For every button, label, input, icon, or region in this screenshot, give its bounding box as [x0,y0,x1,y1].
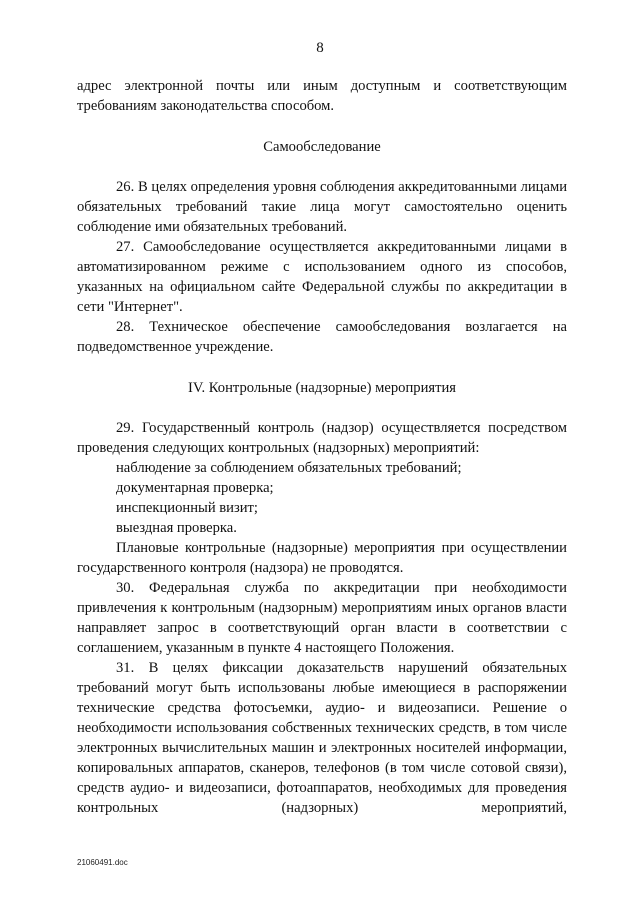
paragraph-27: 27. Самообследование осуществляется аккредитованными лицами в автоматизированном режиме с использованием одного из способов, указанных на официальном сайте Федеральной службы по аккредитации в сети "Интернет". [77,239,567,315]
paragraph-28: 28. Техническое обеспечение самообследования возлагается на подведомственное учреждение. [77,319,567,355]
paragraph-29: 29. Государственный контроль (надзор) осуществляется посредством проведения следующих контрольных (надзорных) мероприятий: [77,420,567,456]
list-item-field-check: выездная проверка. [116,520,237,536]
paragraph-continuation: адрес электронной почты или иным доступным и соответствующим требованиям законодательства способом. [77,78,567,114]
document-body [77,76,567,818]
paragraph-planned-measures: Плановые контрольные (надзорные) мероприятия при осуществлении государственного контроля (надзора) не проводятся. [77,540,567,576]
list-item-observation: наблюдение за соблюдением обязательных требований; [116,460,462,476]
paragraph-31: 31. В целях фиксации доказательств нарушений обязательных требований могут быть использованы любые имеющиеся в распоряжении технические средства фотосъемки, аудио- и видеозаписи. Решение о необходимости использования собственных технических средств, в том числе электронных вычислительных машин и электронных носителей информации, копировальных аппаратов, сканеров, телефонов (в том числе сотовой связи), средств аудио- и видеозаписи, фотоаппаратов, необходимых для проведения контрольных (надзорных) мероприятий, [77,660,567,816]
paragraph-30: 30. Федеральная служба по аккредитации при необходимости привлечения к контрольным (надзорным) мероприятиям иных органов власти направляет запрос в соответствующий орган власти в соответствии с соглашением, указанным в пункте 4 настоящего Положения. [77,580,567,656]
list-item-documentary-check: документарная проверка; [116,480,274,496]
section-heading-control-measures: IV. Контрольные (надзорные) мероприятия [187,380,457,396]
page-number: 8 [316,40,324,56]
list-item-inspection-visit: инспекционный визит; [116,500,258,516]
document-footer-filename: 21060491.doc [77,858,128,867]
section-heading-self-assessment: Самообследование [263,139,381,155]
paragraph-26: 26. В целях определения уровня соблюдения аккредитованными лицами обязательных требований такие лица могут самостоятельно оценить соблюдение ими обязательных требований. [77,179,567,235]
